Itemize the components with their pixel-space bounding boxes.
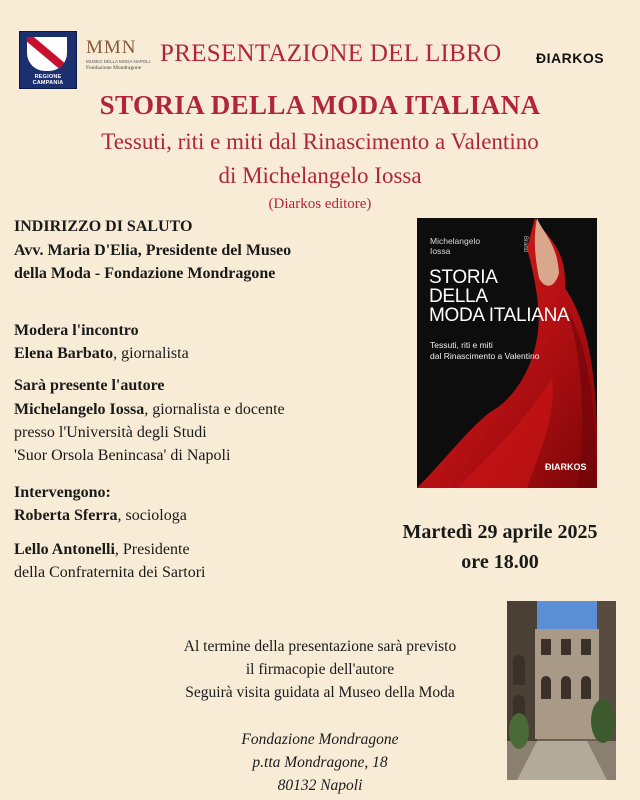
cover-author-first: Michelangelo — [430, 236, 481, 246]
regione-campania-logo — [19, 31, 77, 89]
speakers-heading: Intervengono: — [14, 484, 111, 501]
event-date: Martedì 29 aprile 2025 — [402, 521, 598, 543]
museo-moda-logo-sub1: MUSEO DELLA MODA NAPOLI — [86, 59, 151, 64]
speaker-1-line — [14, 505, 187, 526]
author-name: Michelangelo Iossa — [14, 401, 145, 418]
moderator-role: , giornalista — [113, 345, 189, 362]
cover-spine-text: Brand — [522, 236, 528, 253]
speaker-2-name: Lello Antonelli — [14, 541, 115, 558]
cover-title-line-2: DELLA — [429, 286, 488, 307]
book-cover-image — [417, 218, 597, 488]
greeting-line-1: Avv. Maria D'Elia, Presidente del Museo — [14, 242, 292, 259]
venue-city: 80132 Napoli — [277, 777, 363, 794]
venue-street: p.tta Mondragone, 18 — [252, 754, 388, 771]
author-role: , giornalista e docente — [144, 401, 285, 418]
publisher-logo: ÐIARKOS — [536, 50, 605, 66]
cover-subtitle-line-1: Tessuti, riti e miti — [430, 340, 493, 350]
speaker-1-name: Roberta Sferra — [14, 507, 118, 524]
moderator-line — [14, 343, 189, 364]
museo-moda-logo — [86, 38, 156, 84]
book-subtitle: Tessuti, riti e miti dal Rinascimento a Valentino — [101, 129, 539, 154]
book-title: STORIA DELLA MODA ITALIANA — [99, 90, 541, 120]
cover-title-line-3: MODA ITALIANA — [429, 305, 570, 326]
cover-publisher: ÐIARKOS — [545, 462, 587, 472]
author-heading: Sarà presente l'autore — [14, 377, 165, 394]
event-datetime — [390, 517, 610, 577]
venue-name: Fondazione Mondragone — [241, 731, 399, 748]
regione-campania-logo-text: REGIONE CAMPANIA — [32, 74, 64, 86]
courtyard-photo — [507, 601, 616, 780]
note-line-3: Seguirà visita guidata al Museo della Moda — [185, 684, 455, 701]
moderator-name: Elena Barbato — [14, 345, 114, 362]
moderator-heading: Modera l'incontro — [14, 322, 139, 339]
event-time: ore 18.00 — [461, 551, 539, 573]
cover-author — [430, 236, 480, 256]
note-line-1: Al termine della presentazione sarà previsto — [183, 638, 457, 655]
speaker-1-role: , sociologa — [117, 507, 187, 524]
cover-subtitle — [430, 340, 539, 362]
speaker-2-line-2: della Confraternita dei Sartori — [14, 564, 206, 581]
museo-moda-logo-sub2: Fondazione Mondragone — [86, 65, 142, 71]
cover-title — [429, 268, 569, 325]
speaker-2-line — [14, 539, 190, 560]
author-info-line-3: 'Suor Orsola Benincasa' di Napoli — [14, 447, 231, 464]
book-author-line: di Michelangelo Iossa — [218, 163, 422, 188]
speaker-2-role: , Presidente — [114, 541, 190, 558]
header-title: PRESENTAZIONE DEL LIBRO — [160, 40, 502, 67]
museo-moda-logo-mark: MMN — [86, 37, 137, 58]
note-line-2: il firmacopie dell'autore — [245, 661, 395, 678]
cover-title-line-1: STORIA — [429, 267, 498, 288]
cover-subtitle-line-2: dal Rinascimento a Valentino — [430, 351, 540, 361]
author-info-line-1 — [14, 399, 285, 420]
courtyard-illustration — [507, 601, 616, 780]
book-publisher-line: (Diarkos editore) — [268, 196, 372, 212]
author-info-line-2: presso l'Università degli Studi — [14, 424, 207, 441]
greeting-line-2: della Moda - Fondazione Mondragone — [14, 265, 276, 282]
greeting-heading: INDIRIZZO DI SALUTO — [14, 218, 193, 235]
shield-icon — [27, 37, 67, 71]
cover-author-last: Iossa — [430, 246, 451, 256]
